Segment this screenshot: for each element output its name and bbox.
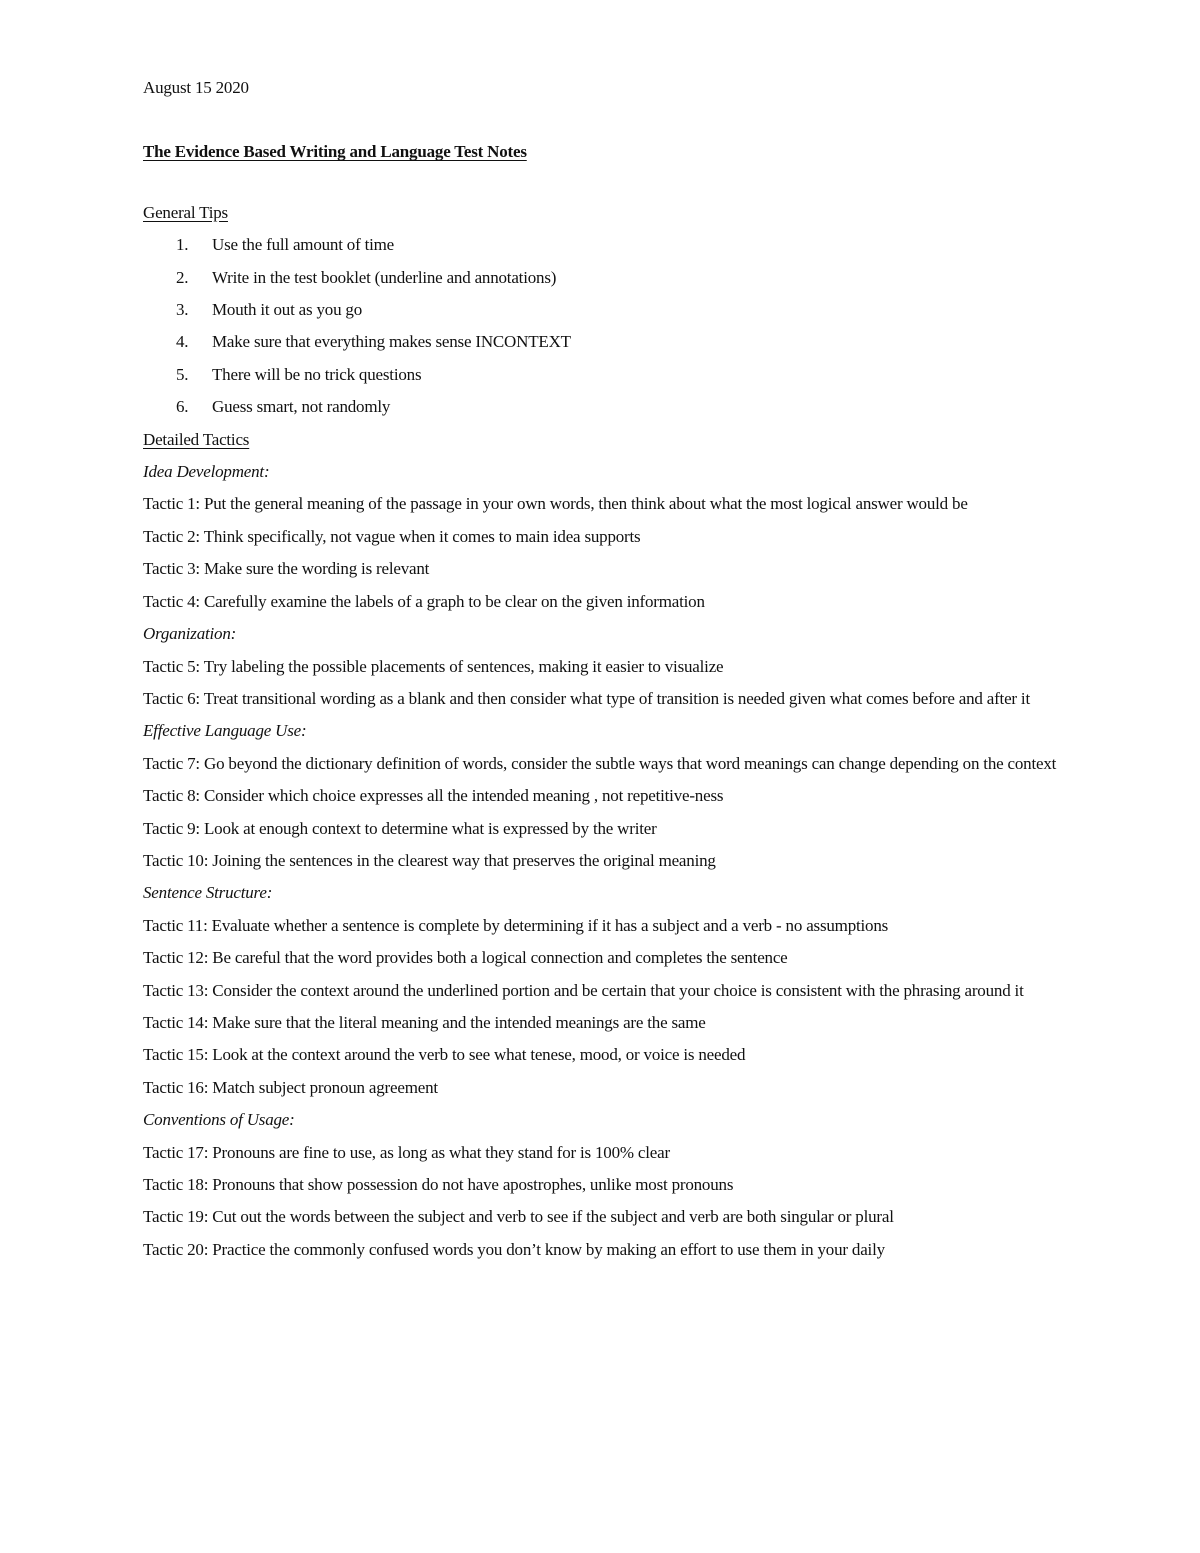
category-heading-effective-language-use: Effective Language Use: (143, 721, 307, 741)
tactic-item: Tactic 9: Look at enough context to determine what is expressed by the writer (143, 818, 657, 838)
tactic-item: Tactic 11: Evaluate whether a sentence is complete by determining if it has a subject and a verb - no assumptions (143, 915, 889, 935)
tactic-item: Tactic 8: Consider which choice expresses all the intended meaning , not repetitive-ness (143, 786, 724, 806)
document-date: August 15 2020 (143, 78, 249, 97)
detailed-tactics-heading: Detailed Tactics (143, 429, 250, 449)
list-item-number: 4. (176, 332, 189, 352)
general-tips-heading: General Tips (143, 202, 228, 222)
tactic-item: Tactic 1: Put the general meaning of the passage in your own words, then think about what the most logical answer would be (143, 494, 968, 514)
tactic-item: Tactic 3: Make sure the wording is relevant (143, 559, 430, 579)
category-heading-idea-development: Idea Development: (143, 462, 270, 482)
list-item-number: 2. (176, 267, 189, 287)
list-item-text: Make sure that everything makes sense INCONTEXT (212, 332, 571, 352)
tactic-item: Tactic 2: Think specifically, not vague when it comes to main idea supports (143, 526, 641, 546)
category-heading-conventions-of-usage: Conventions of Usage: (143, 1110, 295, 1130)
list-item (143, 229, 1073, 261)
list-item (143, 359, 1073, 391)
list-item (143, 326, 1073, 358)
list-item-text: Mouth it out as you go (212, 300, 363, 320)
list-item-number: 6. (176, 397, 189, 417)
tactic-item: Tactic 15: Look at the context around the verb to see what tenese, mood, or voice is needed (143, 1045, 746, 1065)
category-heading-organization: Organization: (143, 624, 237, 644)
list-item (143, 391, 1073, 423)
tactic-item: Tactic 13: Consider the context around the underlined portion and be certain that your choice is consistent with the phrasing around it (143, 980, 1024, 1000)
tactic-item: Tactic 18: Pronouns that show possession do not have apostrophes, unlike most pronouns (143, 1175, 734, 1194)
tactic-item: Tactic 19: Cut out the words between the subject and verb to see if the subject and verb are both singular or plural (143, 1207, 894, 1227)
category-heading-sentence-structure: Sentence Structure: (143, 883, 273, 903)
tactic-item: Tactic 5: Try labeling the possible placements of sentences, making it easier to visualize (143, 656, 724, 676)
list-item-text: There will be no trick questions (212, 364, 422, 384)
list-item (143, 262, 1073, 294)
tactic-item: Tactic 20: Practice the commonly confused words you don’t know by making an effort to use them in your daily (143, 1239, 885, 1259)
general-tips-list (143, 229, 1073, 423)
tactic-item: Tactic 17: Pronouns are fine to use, as long as what they stand for is 100% clear (143, 1142, 670, 1162)
tactic-item: Tactic 7: Go beyond the dictionary definition of words, consider the subtle ways that word meanings can change depending on the context (143, 753, 1057, 773)
tactic-item: Tactic 10: Joining the sentences in the clearest way that preserves the original meaning (143, 850, 716, 870)
tactic-item: Tactic 12: Be careful that the word provides both a logical connection and completes the sentence (143, 948, 788, 968)
tactic-item: Tactic 14: Make sure that the literal meaning and the intended meanings are the same (143, 1012, 706, 1032)
list-item-text: Write in the test booklet (underline and annotations) (212, 267, 557, 287)
list-item-text: Guess smart, not randomly (212, 397, 391, 417)
document-title: The Evidence Based Writing and Language Test Notes (143, 142, 527, 162)
document-body (143, 72, 1073, 1266)
list-item-text: Use the full amount of time (212, 235, 395, 255)
list-item-number: 1. (176, 235, 189, 255)
list-item (143, 294, 1073, 326)
tactic-item: Tactic 16: Match subject pronoun agreement (143, 1077, 438, 1097)
list-item-number: 5. (176, 364, 189, 384)
list-item-number: 3. (176, 300, 189, 320)
tactic-item: Tactic 4: Carefully examine the labels of a graph to be clear on the given information (143, 591, 705, 611)
tactic-item: Tactic 6: Treat transitional wording as a blank and then consider what type of transition is needed given what comes before and after it (143, 688, 1030, 708)
